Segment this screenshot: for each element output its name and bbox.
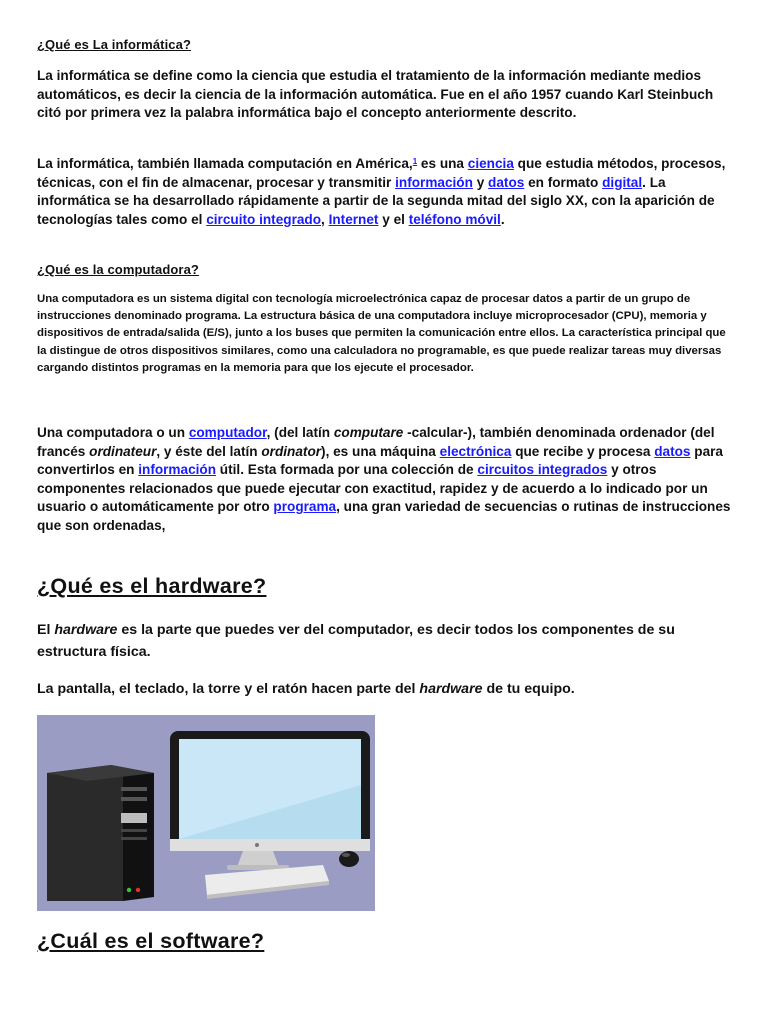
link-ciencia[interactable]: ciencia	[467, 156, 514, 171]
heading-hardware: ¿Qué es el hardware?	[37, 574, 267, 598]
link-programa[interactable]: programa	[273, 499, 337, 514]
link-datos-2[interactable]: datos	[654, 443, 691, 459]
heading-informatica: ¿Qué es La informática?	[37, 37, 192, 52]
paragraph-hardware-definicion: El hardware es la parte que puedes ver del computador, es decir todos los componentes de su estructura física.	[37, 622, 675, 660]
desktop-computer-illustration	[37, 715, 375, 911]
link-datos[interactable]: datos	[488, 174, 525, 190]
footnote-link[interactable]: 1	[412, 157, 418, 166]
paragraph-informatica-computacion: La informática, también llamada computación en América,$^1$ es una ciencia que estudia métodos, procesos, técnicas, con el fin de almacenar, procesar y transmitir información y datos en formato digital. La informática se ha desarrollado rápidamente a partir de la segunda mitad del siglo XX, con la aparición de tecnologías tales como el circuito integrado, Internet y el teléfono móvil.	[37, 156, 726, 227]
link-computador[interactable]: computador	[188, 425, 267, 440]
monitor-icon	[170, 731, 370, 870]
link-internet[interactable]: Internet	[328, 211, 379, 227]
heading-software: ¿Cuál es el software?	[37, 929, 265, 953]
paragraph-sistema-digital: Una computadora es un sistema digital con tecnología microelectrónica capaz de procesar datos a partir de un grupo de instrucciones denominado programa. La estructura básica de una computadora incluye microprocesador (CPU), memoria y dispositivos de entrada/salida (E/S), junto a los buses que permiten la comunicación entre ellos. La característica principal que la distingue de otros dispositivos similares, como una calculadora no programable, es que puede realizar tareas muy diversas cargando distintos programas en la memoria para que los ejecute el procesador.	[37, 293, 726, 374]
link-electronica[interactable]: electrónica	[439, 443, 512, 459]
paragraph-definicion: La informática se define como la ciencia que estudia el tratamiento de la información mediante medios automáticos, es decir la ciencia de la información automática. Fue en el año 1957 cuando Karl Steinbuch citó por primera vez la palabra informática bajo el concepto anteriormente descrito.	[37, 68, 714, 120]
link-circuito-integrado[interactable]: circuito integrado	[206, 211, 322, 227]
link-informacion[interactable]: información	[395, 174, 473, 190]
link-digital[interactable]: digital	[602, 174, 643, 190]
link-circuitos-integrados[interactable]: circuitos integrados	[477, 462, 608, 477]
mouse-icon	[339, 851, 359, 867]
heading-computadora: ¿Qué es la computadora?	[37, 262, 199, 277]
link-informacion-2[interactable]: información	[138, 462, 217, 477]
paragraph-computador: Una computadora o un computador, (del latín computare -calcular-), también denominada ordenador (del francés ordinateur, y éste del latín ordinator), es una máquina electrónica que recibe y procesa datos para convertirlos en información útil. Esta formada por una colección de circuitos integrados y otros componentes relacionados que puede ejecutar con exactitud, rapidez y de acuerdo a lo indicado por un usuario o automáticamente por otro programa, una gran variedad de secuencias o rutinas de instrucciones que son ordenadas,	[37, 425, 731, 533]
paragraph-hardware-partes: La pantalla, el teclado, la torre y el ratón hacen parte del hardware de tu equipo.	[37, 681, 575, 697]
tower-icon	[47, 765, 154, 901]
link-telefono-movil[interactable]: teléfono móvil	[408, 211, 501, 227]
